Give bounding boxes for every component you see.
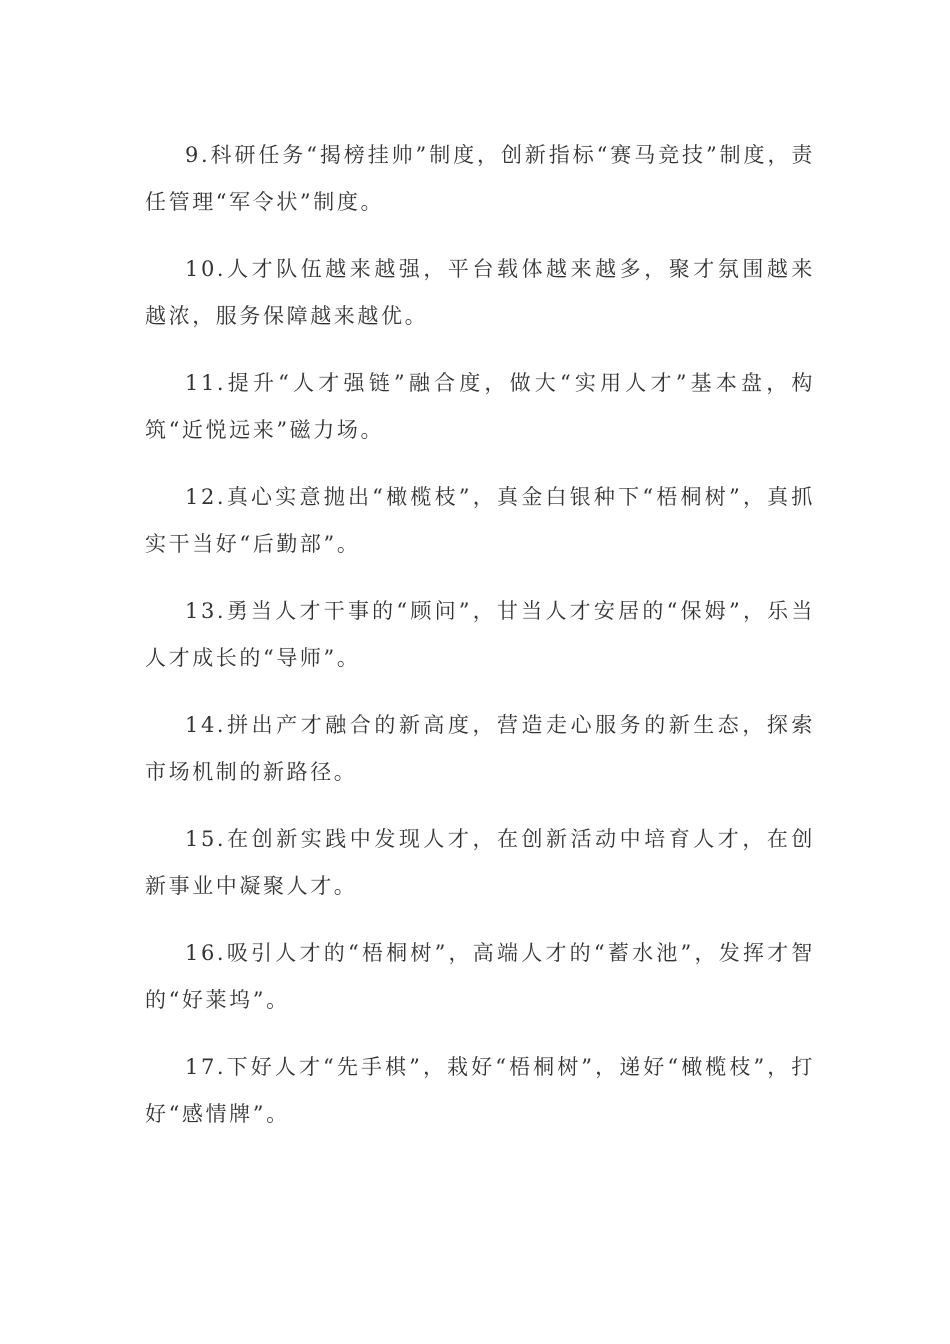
- list-item-14: 14.拼出产才融合的新高度，营造走心服务的新生态，探索市场机制的新路径。: [145, 713, 815, 784]
- list-item-10: 10.人才队伍越来越强，平台载体越来越多，聚才氛围越来越浓，服务保障越来越优。: [145, 257, 815, 328]
- list-item-17: 17.下好人才“先手棋”，栽好“梧桐树”，递好“橄榄枝”，打好“感情牌”。: [145, 1055, 815, 1126]
- list-item-13: 13.勇当人才干事的“顾问”，甘当人才安居的“保姆”，乐当人才成长的“导师”。: [145, 599, 815, 670]
- list-item-15: 15.在创新实践中发现人才，在创新活动中培育人才，在创新事业中凝聚人才。: [145, 827, 815, 898]
- list-item-12: 12.真心实意抛出“橄榄枝”，真金白银种下“梧桐树”，真抓实干当好“后勤部”。: [145, 485, 815, 556]
- list-item-9: 9.科研任务“揭榜挂帅”制度，创新指标“赛马竞技”制度，责任管理“军令状”制度。: [145, 143, 815, 214]
- document-body: [145, 132, 815, 1138]
- list-item-11: 11.提升“人才强链”融合度，做大“实用人才”基本盘，构筑“近悦远来”磁力场。: [145, 371, 815, 442]
- list-item-16: 16.吸引人才的“梧桐树”，高端人才的“蓄水池”，发挥才智的“好莱坞”。: [145, 941, 815, 1012]
